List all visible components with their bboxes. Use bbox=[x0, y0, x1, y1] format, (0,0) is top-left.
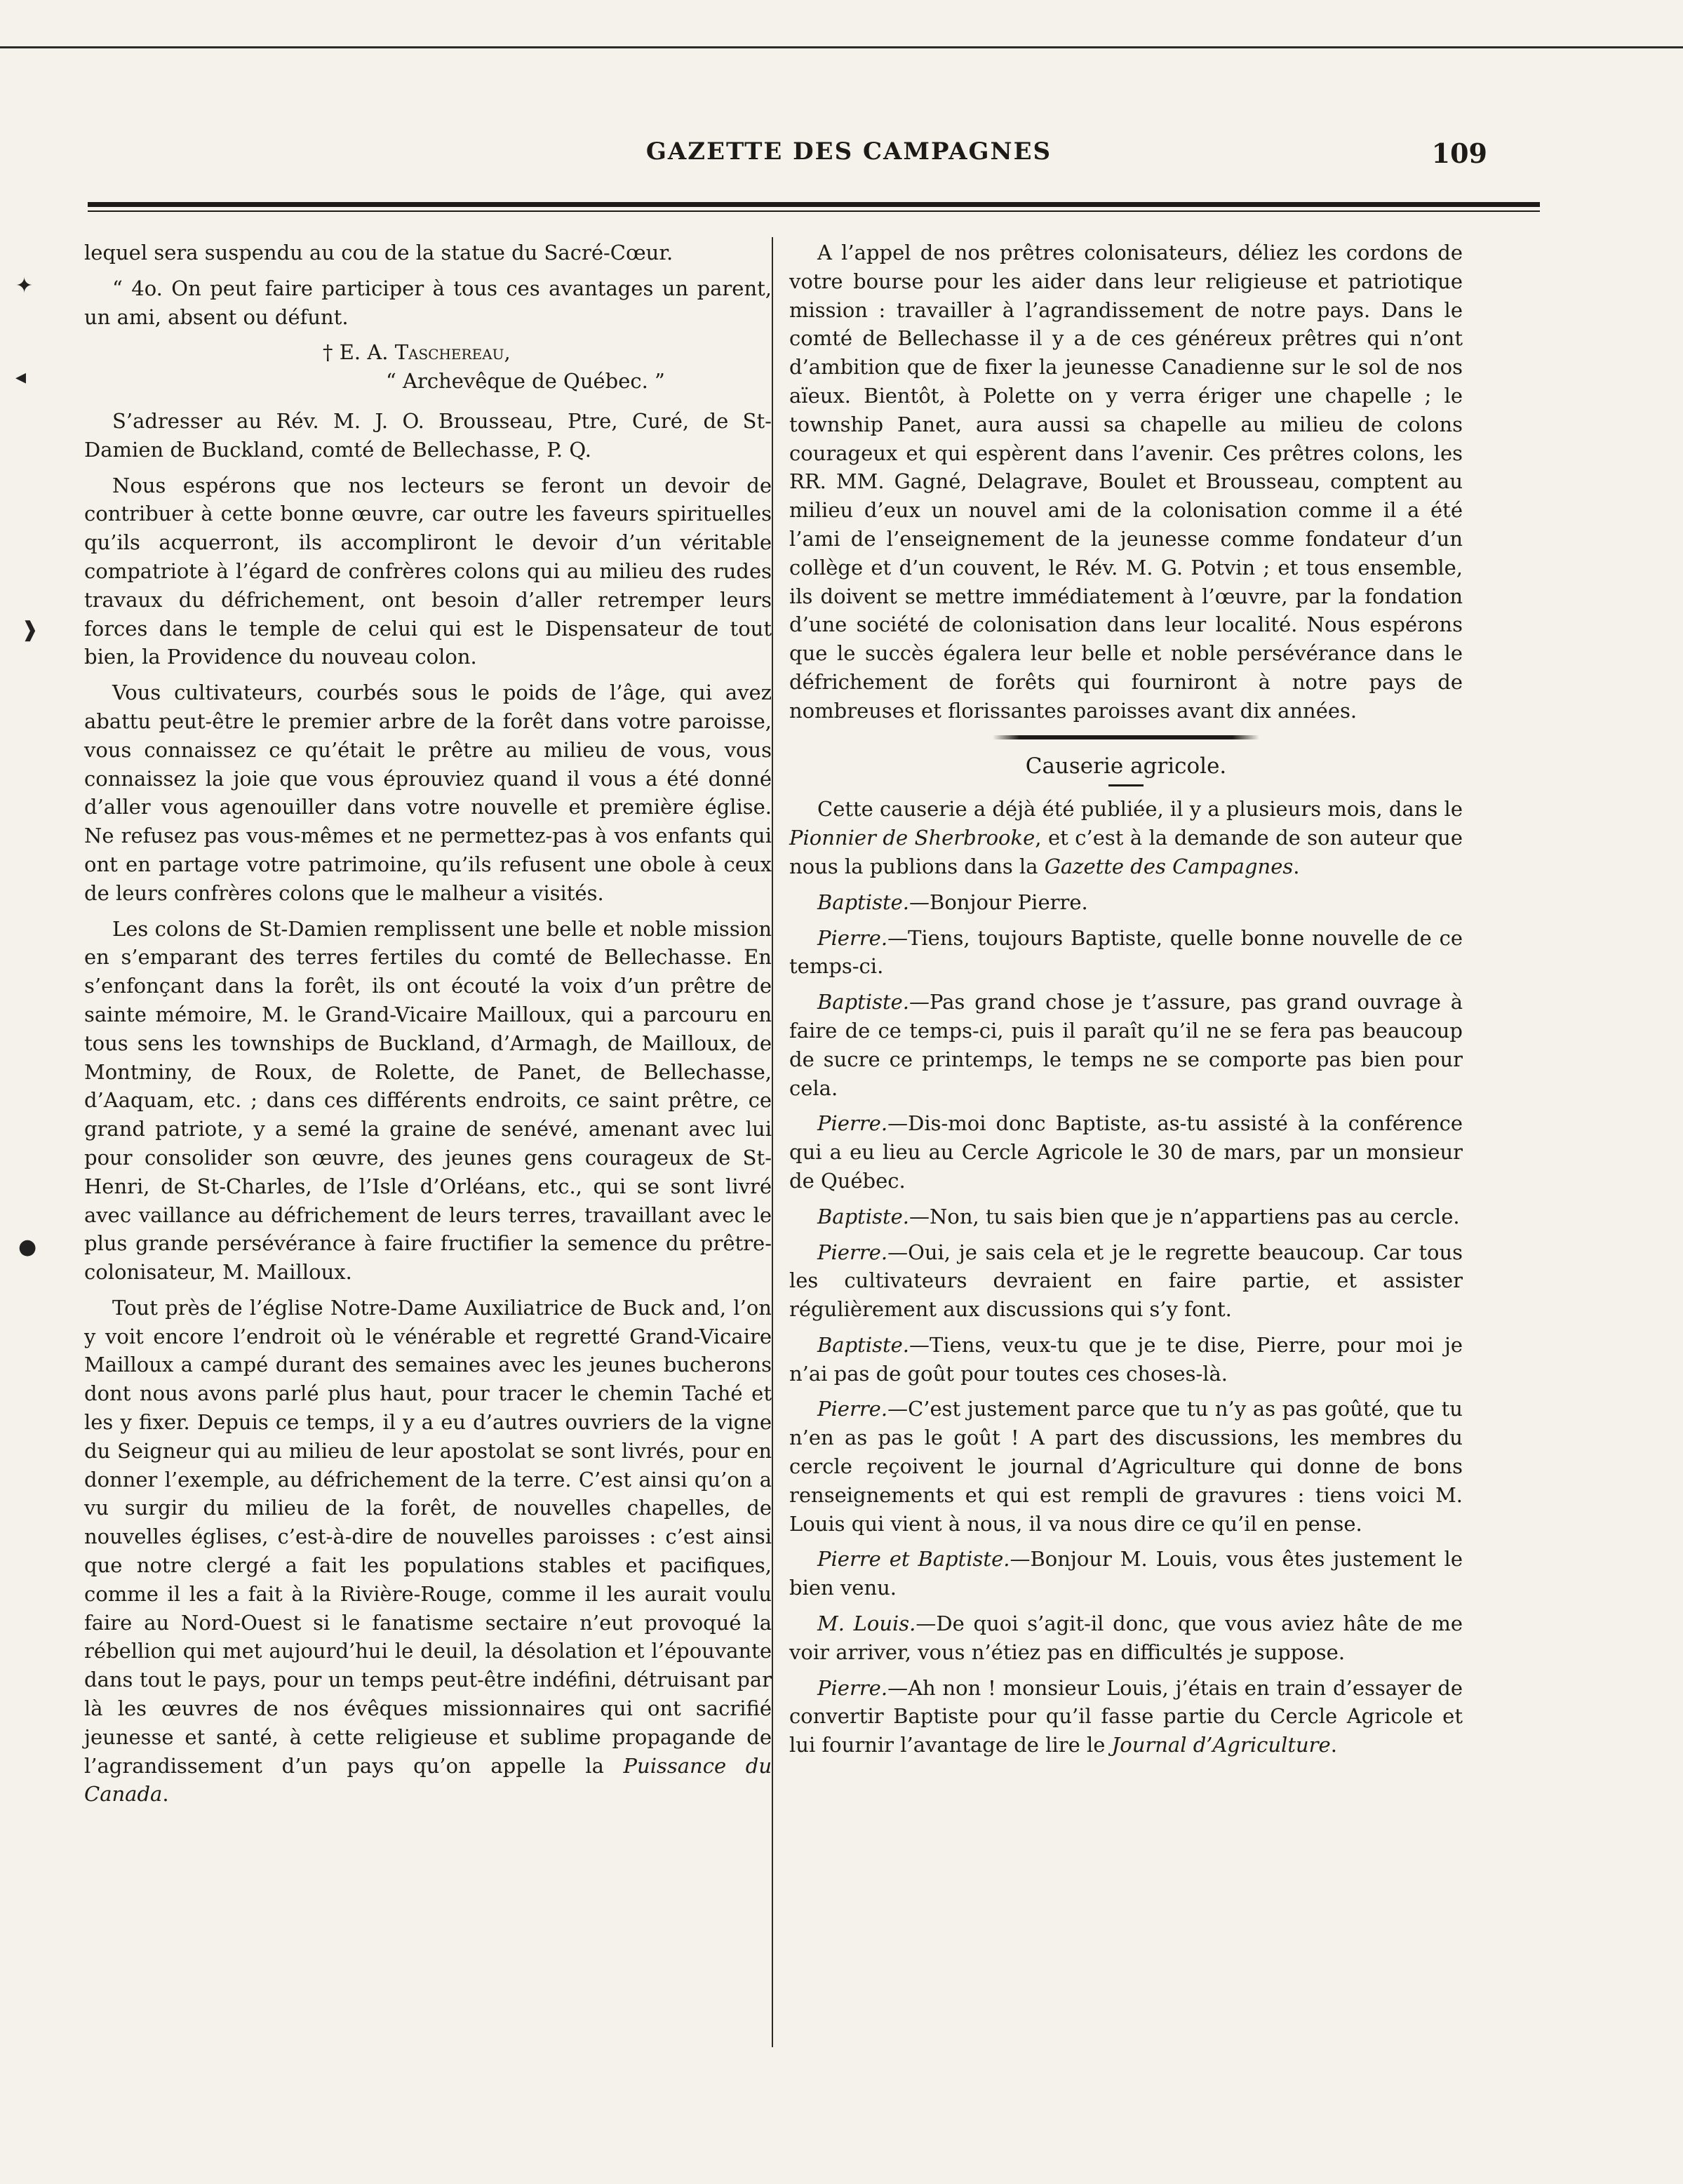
dialogue-line bbox=[789, 1202, 1463, 1231]
dialogue-line bbox=[789, 1545, 1463, 1602]
dialogue-line bbox=[789, 1674, 1463, 1760]
speaker: Pierre. bbox=[817, 1397, 888, 1421]
section-title: Causerie agricole. bbox=[1025, 753, 1227, 779]
speaker: Baptiste. bbox=[817, 890, 910, 914]
paragraph: “ 4o. On peut faire participer à tous ces avantages un parent, un ami, absent ou défunt. bbox=[84, 276, 772, 329]
dialogue-line bbox=[789, 1609, 1463, 1667]
dialogue-text: —Bonjour Pierre. bbox=[909, 890, 1088, 914]
dialogue-text: —C’est justement parce que tu n’y as pas goûté, que tu n’en as pas le goût ! A part des discussions, les membres du cercle reçoivent le journal d’Agriculture qui donne de bons renseignements et qui est rempli de gravures : tiens voici M. Louis qui vient à nous, il va nous dire ce qu’il en pense. bbox=[789, 1397, 1463, 1536]
dialogue-text: —Tiens, veux-tu que je te dise, Pierre, pour moi je n’ai pas de goût pour toutes ces choses-là. bbox=[789, 1332, 1463, 1386]
dialogue-text: —Bonjour M. Louis, vous êtes justement le bien venu. bbox=[789, 1547, 1463, 1600]
italic-text: Puissance du Canada bbox=[84, 1753, 772, 1807]
signature-name: † E. A. Taschereau, bbox=[323, 340, 511, 365]
paragraph: S’adresser au Rév. M. J. O. Brousseau, Ptre, Curé, de St-Damien de Buckland, comté de Bellechasse, P. Q. bbox=[84, 408, 772, 462]
dialogue-line bbox=[789, 1395, 1463, 1538]
dialogue-text: —Pas grand chose je t’assure, pas grand ouvrage à faire de ce temps-ci, puis il paraît qu’il ne se fera pas beaucoup de sucre ce printemps, le temps ne se comporte pas bien pour cela. bbox=[789, 990, 1463, 1100]
italic-text: Journal d’Agriculture bbox=[1111, 1733, 1331, 1757]
dialogue-text: —De quoi s’agit-il donc, que vous aviez hâte de me voir arriver, vous n’étiez pas en difficultés je suppose. bbox=[789, 1612, 1463, 1664]
speaker: Pierre. bbox=[817, 1111, 888, 1136]
speaker: Pierre et Baptiste. bbox=[817, 1547, 1010, 1572]
page-number: 109 bbox=[1431, 138, 1487, 169]
paragraph: lequel sera suspendu au cou de la statue du Sacré-Cœur. bbox=[84, 241, 673, 264]
paragraph bbox=[789, 795, 1463, 880]
italic-text: Gazette des Campagnes bbox=[1044, 854, 1294, 878]
paragraph-text: Cette causerie a déjà été publiée, il y a plusieurs mois, dans le bbox=[817, 797, 1463, 822]
paragraph-text: , et c’est à la demande de son auteur que nous la publions dans la bbox=[789, 826, 1463, 878]
dialogue-line bbox=[789, 1238, 1463, 1324]
speaker: Pierre. bbox=[817, 1240, 888, 1264]
paragraph: A l’appel de nos prêtres colonisateurs, déliez les cordons de votre bourse pour les aider dans leur religieuse et patriotique mission : travailler à l’agrandissement de notre pays. Dans le comté de Bellechasse il y a de ces généreux prêtres qui n’ont d’ambition que de fixer la jeunesse Canadienne sur le sol de nos aïeux. Bientôt, à Polette on y verra ériger une chapelle ; le township Panet, aura aussi sa chapelle au milieu de colons courageux et qui espèrent dans l’avenir. Ces prêtres colons, les RR. MM. Gagné, Delagrave, Boulet et Brousseau, comptent au milieu d’eux un nouvel ami de la colonisation comme il a été l’ami de l’enseignement de la jeunesse comme fondateur d’un collège et d’un couvent, le Rév. M. G. Potvin ; et tous ensemble, ils doivent se mettre immédiatement à l’œuvre, par la fondation d’une société de colonisation dans leur localité. Nous espérons que le succès égalera leur belle et noble persévérance dans le défrichement de forêts qui fourniront à notre pays de nombreuses et florissantes paroisses avant dix années. bbox=[789, 241, 1463, 723]
paragraph-text: Tout près de l’église Notre-Dame Auxiliatrice de Buck and, l’on y voit encore l’endroit où le vénérable et regretté Grand-Vicaire Mailloux a campé durant des semaines avec les jeunes bucherons dont nous avons parlé plus haut, pour tracer le chemin Taché et les y fixer. Depuis ce temps, il y a eu d’autres ouvriers de la vigne du Seigneur qui au milieu de leur apostolat se sont livrés, pour en donner l’exemple, au défrichement de la terre. C’est ainsi qu’on a vu surgir du milieu de la forêt, de nouvelles chapelles, de nouvelles églises, c’est-à-dire de nouvelles paroisses : c’est ainsi que notre clergé a fait les populations stables et pacifiques, comme il les a fait à la Rivière-Rouge, comme il les aurait voulu faire au Nord-Ouest si le fanatisme sectaire n’eut provoqué la rébellion qui met aujourd’hui le deuil, la désolation et l’épouvante dans tout le pays, pour un temps peut-être indéfini, détruisant par là les œuvres de nos évêques missionnaires qui ont sacrifié jeunesse et santé, à cette religieuse et sublime propagande de l’agrandissement d’un pays qu’on appelle la bbox=[84, 1295, 772, 1778]
paragraph: Vous cultivateurs, courbés sous le poids de l’âge, qui avez abattu peut-être le premier arbre de la forêt dans votre paroisse, vous connaissez ce qu’était le prêtre au milieu de vous, vous connaissez la joie que vous éprouviez quand il vous a été donné d’aller vous agenouiller dans votre nouvelle et première église. Ne refusez pas vous-mêmes et ne permettez-pas à vos enfants qui ont en partage votre patrimoine, qu’ils refusent une obole à ceux de leurs confrères colons que le malheur a visités. bbox=[84, 681, 772, 905]
dialogue-text: —Ah non ! monsieur Louis, j’étais en train d’essayer de convertir Baptiste pour qu’il fasse partie du Cercle Agricole et lui fournir l’avantage de lire le bbox=[789, 1675, 1463, 1757]
italic-text: Pionnier de Sherbrooke bbox=[789, 826, 1035, 850]
dialogue-line bbox=[789, 924, 1463, 982]
margin-mark: ● bbox=[18, 1235, 37, 1259]
dialogue-line bbox=[789, 1109, 1463, 1195]
paragraph: Les colons de St-Damien remplissent une belle et noble mission en s’emparant des terres fertiles du comté de Bellechasse. En s’enfonçant dans la forêt, ils ont écouté la voix d’un prêtre de sainte mémoire, M. le Grand-Vicaire Mailloux, qui a parcouru en tous sens les townships de Buckland, d’Armagh, de Mailloux, de Montminy, de Roux, de Rolette, de Panet, de Bellechasse, d’Aaquam, etc. ; dans ces différents endroits, ce saint prêtre, ce grand patriote, y a semé la graine de senévé, amenant avec lui pour consolider son œuvre, des jeunes gens courageux de St-Henri, de St-Charles, de l’Isle d’Orléans, etc., qui se sont livré avec vaillance au défrichement de leurs terres, travaillant avec le plus grande persévérance à faire fructifier la semence du prêtre-colonisateur, M. Mailloux. bbox=[84, 916, 772, 1285]
dialogue-text: —Oui, je sais cela et je le regrette beaucoup. Car tous les cultivateurs devraient en faire partie, et assister régulièrement aux discussions qui s’y font. bbox=[789, 1240, 1463, 1322]
paragraph: Nous espérons que nos lecteurs se feront un devoir de contribuer à cette bonne œuvre, car outre les faveurs spirituelles qu’ils acquerront, ils accompliront le devoir d’un véritable compatriote à l’égard de confrères colons qui au milieu des rudes travaux du défrichement, ont besoin d’aller retremper leurs forces dans le temple de celui qui est le Dispensateur de tout bien, la Providence du nouveau colon. bbox=[84, 473, 772, 669]
header-rule-thick bbox=[88, 202, 1540, 207]
dialogue-line bbox=[789, 1331, 1463, 1388]
signature-title: “ Archevêque de Québec. ” bbox=[386, 369, 665, 394]
publication-title: GAZETTE DES CAMPAGNES bbox=[645, 138, 1052, 166]
dialogue-text: . bbox=[1330, 1733, 1337, 1757]
header-rule-thin bbox=[88, 210, 1540, 212]
speaker: M. Louis. bbox=[817, 1612, 916, 1636]
margin-mark: ✦ bbox=[15, 274, 34, 298]
speaker: Pierre. bbox=[817, 1675, 888, 1700]
dialogue-line bbox=[789, 888, 1463, 917]
title-dash bbox=[1108, 784, 1144, 786]
speaker: Baptiste. bbox=[817, 990, 910, 1014]
paragraph bbox=[84, 1294, 772, 1809]
section-separator bbox=[993, 735, 1259, 739]
speaker: Baptiste. bbox=[817, 1204, 910, 1228]
left-column bbox=[84, 239, 772, 1816]
paragraph-text: . bbox=[162, 1782, 169, 1807]
speaker: Baptiste. bbox=[817, 1332, 910, 1357]
top-edge-rule bbox=[0, 46, 1683, 48]
dialogue-text: —Tiens, toujours Baptiste, quelle bonne nouvelle de ce temps-ci. bbox=[789, 925, 1463, 979]
dialogue-line bbox=[789, 988, 1463, 1102]
dialogue-text: —Dis-moi donc Baptiste, as-tu assisté à la conférence qui a eu lieu au Cercle Agricole le 30 de mars, par un monsieur de Québec. bbox=[789, 1111, 1463, 1193]
page-header bbox=[84, 138, 1614, 177]
paragraph-text: . bbox=[1293, 854, 1300, 878]
right-column bbox=[789, 239, 1463, 1767]
margin-mark: ❱ bbox=[21, 617, 39, 642]
column-divider bbox=[772, 237, 773, 2047]
dialogue-text: —Non, tu sais bien que je n’appartiens pas au cercle. bbox=[909, 1204, 1460, 1228]
speaker: Pierre. bbox=[817, 925, 888, 950]
margin-mark: ◂ bbox=[15, 365, 27, 389]
